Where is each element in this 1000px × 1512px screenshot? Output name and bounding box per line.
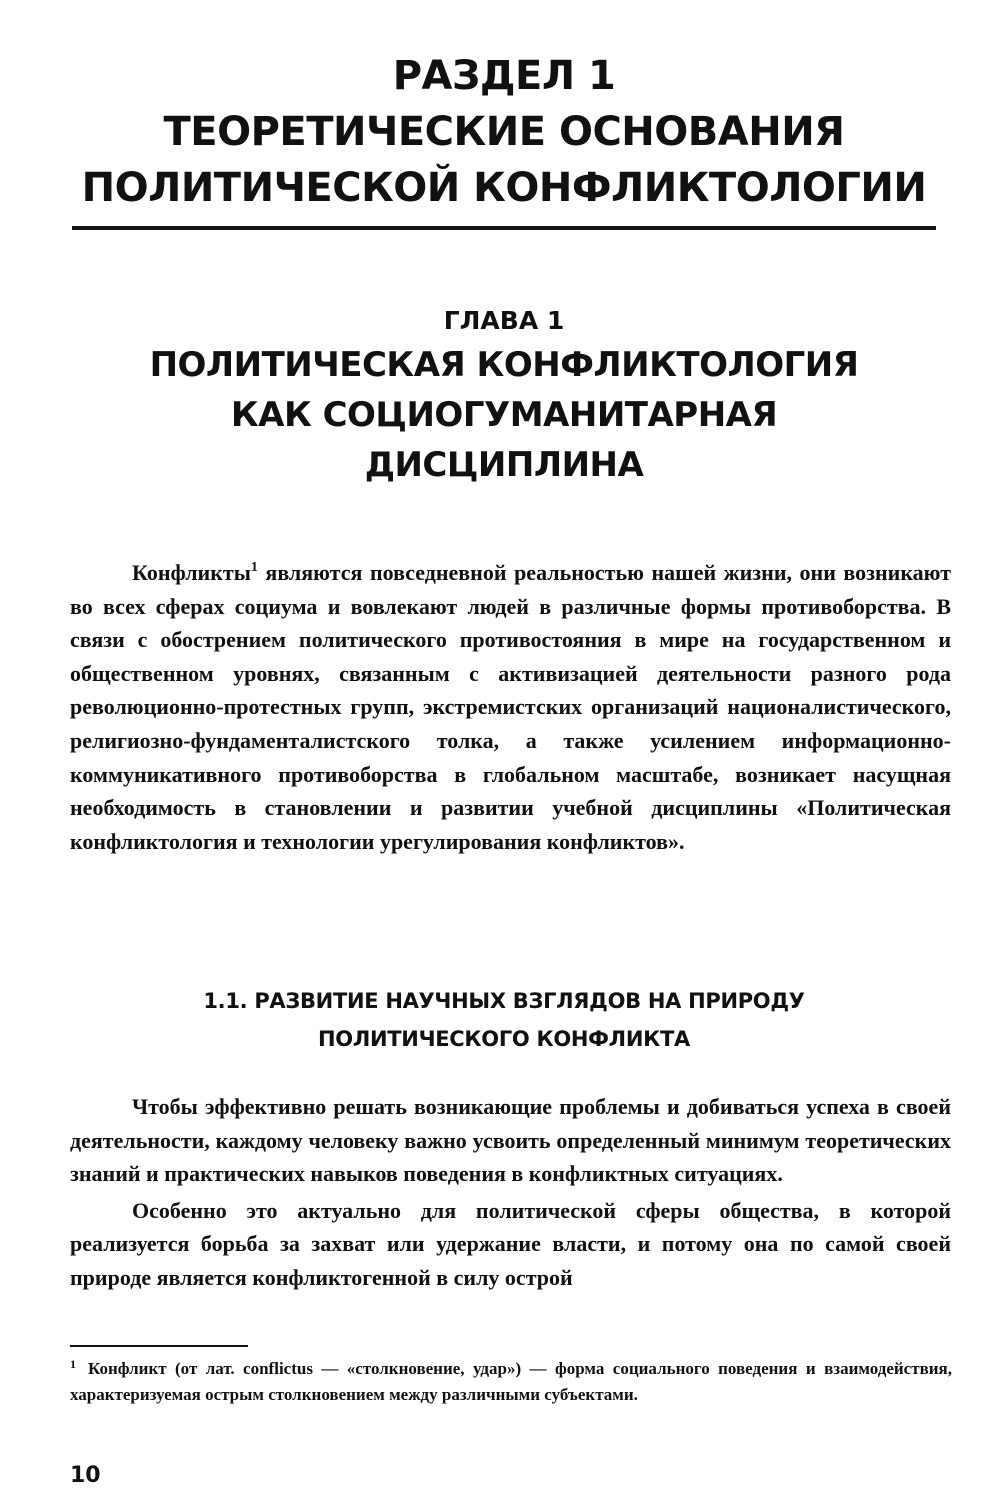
section-heading-line: ПОЛИТИЧЕСКОЙ КОНФЛИКТОЛОГИИ	[81, 165, 927, 211]
intro-paragraph-block	[70, 556, 951, 858]
footnote-number: 1	[70, 1357, 76, 1371]
footnote-reference[interactable]: 1	[250, 560, 258, 575]
body-paragraph: Особенно это актуально для политической сферы общества, в которой реализуется борьба за захват или удержание власти, и потому она по самой своей природе является конфликтогенной в силу острой	[70, 1197, 951, 1290]
section-heading-line: РАЗДЕЛ 1	[392, 53, 616, 99]
section-heading-line: ТЕОРЕТИЧЕСКИЕ ОСНОВАНИЯ	[163, 109, 845, 155]
intro-text: являются повседневной реальностью нашей жизни, они возникают во всех сферах социума и вовлекают людей в различные формы противоборства. В связи с обострением политического противостояния в мире на государственном и общественном уровнях, связанным с активизацией деятельности разного рода революционно-протестных групп, экстремистских организаций националистического, религиозно-фундаменталистского толка, а также усилением информационно-коммуникативного противоборства в глобальном масштабе, возникает насущная необходимость в становлении и развитии учебной дисциплины «Политическая конфликтология и технологии урегулирования конфликтов».	[70, 560, 951, 854]
footnote-text: Конфликт (от лат. conflictus — «столкновение, удар») — форма социального поведения и взаимодействия, характеризуемая острым столкновением между различными субъектами.	[70, 1359, 952, 1404]
page-number: 10	[70, 1463, 101, 1488]
section-heading	[72, 48, 936, 216]
subsection-heading-line: ПОЛИТИЧЕСКОГО КОНФЛИКТА	[318, 1027, 690, 1051]
subsection-heading-line: 1.1. РАЗВИТИЕ НАУЧНЫХ ВЗГЛЯДОВ НА ПРИРОДУ	[203, 989, 805, 1013]
section-divider	[72, 226, 936, 230]
intro-first-word: Конфликты	[132, 560, 251, 585]
chapter-title-line: ДИСЦИПЛИНА	[364, 445, 644, 485]
chapter-label: ГЛАВА 1	[443, 306, 565, 335]
chapter-title-line: КАК СОЦИОГУМАНИТАРНАЯ	[230, 395, 778, 435]
footnote	[70, 1352, 952, 1407]
main-text-block	[70, 1090, 951, 1295]
subsection-heading	[72, 982, 936, 1058]
footnote-divider	[70, 1345, 248, 1347]
footnote-paragraph	[70, 1352, 952, 1407]
body-paragraph: Чтобы эффективно решать возникающие проблемы и добиваться успеха в своей деятельности, каждому человеку важно усвоить определенный минимум теоретических знаний и практических навыков поведения в конфликтных ситуациях.	[70, 1094, 951, 1187]
intro-paragraph	[70, 556, 951, 858]
chapter-title-line: ПОЛИТИЧЕСКАЯ КОНФЛИКТОЛОГИЯ	[149, 345, 859, 385]
chapter-title	[72, 340, 936, 490]
